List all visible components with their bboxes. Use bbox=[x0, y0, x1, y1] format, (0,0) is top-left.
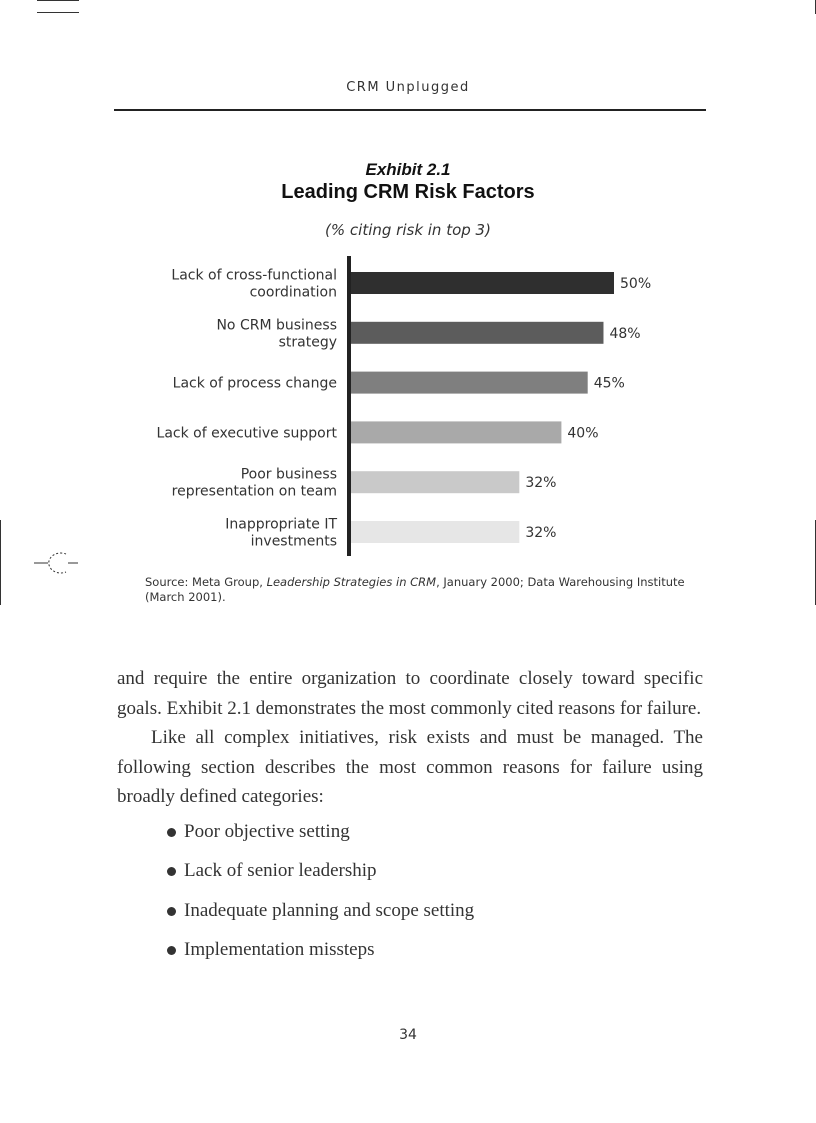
chart-category-labels bbox=[157, 268, 338, 550]
list-item-text: Inadequate planning and scope setting bbox=[184, 899, 475, 921]
bullet-list bbox=[117, 818, 703, 976]
chart-category-label-line: coordination bbox=[249, 284, 337, 301]
chart-category-label-line: No CRM business bbox=[216, 317, 337, 334]
chart-category-label bbox=[225, 517, 337, 550]
chart-category-label-line: Lack of cross-functional bbox=[171, 267, 337, 284]
list-item-text: Poor objective setting bbox=[184, 820, 350, 842]
chart-category-label bbox=[173, 376, 337, 392]
list-item bbox=[167, 818, 703, 858]
exhibit-title: Leading CRM Risk Factors bbox=[281, 181, 535, 203]
source-suffix: , January 2000; Data Warehousing Institute (March 2001). bbox=[145, 575, 685, 604]
chart-category-label-line: strategy bbox=[278, 334, 337, 351]
bullet-icon bbox=[167, 946, 176, 955]
chart-category-label-line: Lack of executive support bbox=[156, 425, 337, 442]
paragraph: Like all complex initiatives, risk exists and must be managed. The following section describes the most common reasons for failure using broadly defined categories: bbox=[117, 727, 703, 807]
chart-category-label-line: Lack of process change bbox=[172, 375, 337, 392]
chart-value-label: 45% bbox=[593, 375, 625, 392]
bullet-icon bbox=[167, 828, 176, 837]
chart-category-label-line: investments bbox=[250, 533, 337, 550]
list-item bbox=[167, 897, 703, 937]
list-item-text: Lack of senior leadership bbox=[184, 860, 377, 881]
chart-category-label-line: Poor business bbox=[240, 466, 337, 483]
chart-value-labels bbox=[525, 276, 651, 541]
chart-category-label-line: Inappropriate IT bbox=[225, 516, 337, 533]
page-number: 34 bbox=[399, 1027, 417, 1043]
chart-bars bbox=[351, 272, 614, 543]
chart-category-label bbox=[172, 467, 337, 500]
chart-bar bbox=[351, 521, 519, 543]
chart-category-label bbox=[171, 268, 337, 301]
chart-bar bbox=[351, 322, 603, 344]
list-item bbox=[167, 936, 703, 976]
list-item bbox=[167, 857, 703, 897]
chart-value-label: 32% bbox=[525, 475, 557, 492]
bullet-icon bbox=[167, 907, 176, 916]
chart-bar bbox=[351, 471, 519, 493]
chart-value-label: 32% bbox=[525, 525, 557, 541]
exhibit-source bbox=[145, 575, 705, 605]
bullet-icon bbox=[167, 867, 176, 876]
chart-category-label bbox=[216, 317, 337, 350]
chart-category-label bbox=[157, 425, 338, 441]
chart-value-label: 40% bbox=[567, 425, 599, 442]
source-title: Leadership Strategies in CRM bbox=[266, 575, 437, 589]
chart-value-label: 48% bbox=[609, 325, 641, 342]
chart-bar bbox=[351, 372, 588, 394]
exhibit-subtitle: (% citing risk in top 3) bbox=[325, 221, 491, 239]
source-prefix: Source: Meta Group, bbox=[145, 575, 267, 589]
chart-category-label-line: representation on team bbox=[171, 483, 337, 500]
chart-bar bbox=[351, 421, 561, 443]
paragraph: and require the entire organization to coordinate closely toward specific goals. Exhibit 2.1 demonstrates the most commonly cited reasons for failure. bbox=[117, 668, 703, 719]
chart-value-label: 50% bbox=[620, 276, 652, 292]
body-text bbox=[117, 664, 703, 976]
exhibit-number: Exhibit 2.1 bbox=[365, 160, 451, 179]
running-head: CRM Unplugged bbox=[346, 80, 470, 95]
list-item-text: Implementation missteps bbox=[184, 939, 375, 960]
chart-bar bbox=[351, 272, 614, 294]
